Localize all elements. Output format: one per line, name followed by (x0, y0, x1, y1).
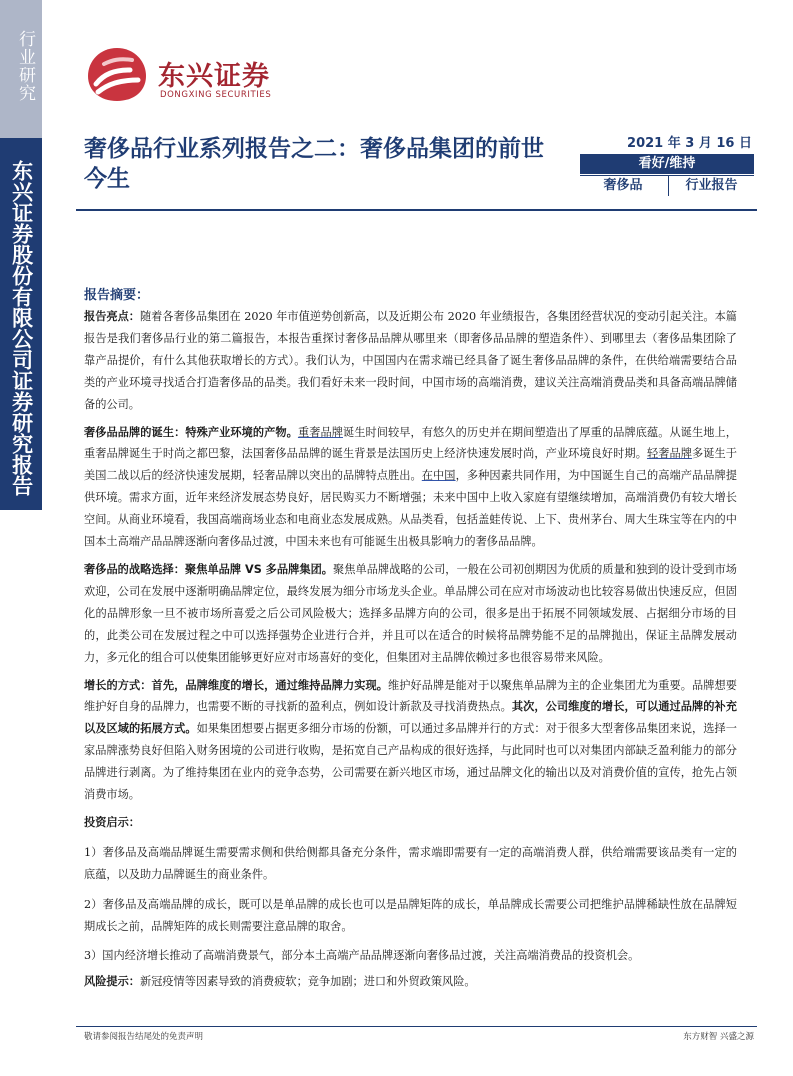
growth-heading: 增长的方式：首先，品牌维度的增长，通过维持品牌力实现。 (84, 678, 389, 692)
strategy-heading: 奢侈品的战略选择：聚焦单品牌 VS 多品牌集团。 (84, 562, 334, 576)
brand-birth-link-1: 重奢品牌 (297, 425, 343, 439)
investment-point-1: 1）奢侈品及高端品牌诞生需要需求侧和供给侧都具备充分条件，需求端即需要有一定的高端消费人群，供给端需要该品类有一定的底蕴，以及助力品牌诞生的商业条件。 (84, 845, 737, 881)
brand-birth-link-3: 在中国 (421, 469, 456, 483)
info-row (580, 175, 754, 196)
report-info-box (580, 134, 754, 196)
brand-birth-b: 诞生时间较早，有悠久的历史并在期间塑造出了厚重的品牌底蕴。从诞生地上，重奢品牌诞生于时尚之都巴黎，法国奢侈品品牌的诞生背景是法国历史上经济快速发展时尚，产业环境良好时期。 (84, 425, 737, 461)
abstract-heading: 报告摘要： (84, 288, 150, 303)
brand-birth-c: 多诞生于美国二战以后的经济快速发展期，轻奢品牌以突出的品牌特点胜出。 (84, 447, 737, 483)
investment-point-2: 2）奢侈品及高端品牌的成长，既可以是单品牌的成长也可以是品牌矩阵的成长，单品牌成长需要公司把维护品牌稀缺性放在品牌短期成长之前，品牌矩阵的成长则需要注意品牌的取舍。 (84, 897, 737, 933)
highlights-text: 随着各奢侈品集团在 2020 年市值逆势创新高，以及近期公布 2020 年业绩报告，各集团经营状况的变动引起关注。本篇报告是我们奢侈品行业的第二篇报告，本报告重探讨奢侈品品牌从哪里来（即奢侈品品牌的塑造条件）、到哪里去（奢侈品集团除了靠产品提价，有什么其他获取增长的方式）。我们认为，中国国内在需求端已经具备了诞生奢侈品品牌的条件，在供给端需要结合品类的产业环境寻找适合打造奢侈品的品类。我们看好未来一段时间，中国市场的高端消费，建议关注高端消费品类和具备高端品牌储备的公司。 (84, 310, 737, 411)
sidebar-bottom-text: 东兴证券股份有限公司证券研究报告 (9, 160, 34, 496)
sidebar-company-label (0, 138, 42, 510)
header-divider (76, 209, 757, 211)
report-title: 奢侈品行业系列报告之二：奢侈品集团的前世今生 (84, 136, 544, 192)
paragraph-strategy (84, 559, 737, 669)
footer-divider (76, 1026, 757, 1027)
brand-birth-link-2: 轻奢品牌 (646, 447, 693, 461)
growth-text-b: 如果集团想要占据更多细分市场的份额，可以通过多品牌并行的方式：对于很多大型奢侈品集团来说，选择一家品牌涨势良好但陷入财务困境的公司进行收购，是拓宽自己产品构成的很好选择，与此同时也可以对集团内部缺乏盈利能力的部分品牌进行剥离。为了维持集团在业内的竞争态势，公司需要在新兴地区市场，通过品牌文化的输出以及对消费价值的宣传，抢先占领消费市场。 (84, 722, 737, 802)
disclaimer-note: 敬请参阅报告结尾处的免责声明 (84, 1032, 204, 1042)
report-date: 2021 年 3 月 16 日 (627, 136, 752, 151)
sidebar-top-text: 行业研究 (15, 30, 35, 102)
investment-point-3: 3）国内经济增长推动了高端消费景气，部分本土高端产品品牌逐渐向奢侈品过渡，关注高端消费品的投资机会。 (84, 949, 640, 963)
sidebar-section-label (0, 0, 42, 138)
logo-name-en: DONGXING SECURITIES (160, 90, 272, 100)
paragraph-risk (84, 971, 737, 993)
footer-slogan: 东方财智 兴盛之源 (683, 1032, 754, 1042)
brand-birth-heading: 奢侈品品牌的诞生：特殊产业环境的产物。 (84, 425, 298, 439)
paragraph-highlights (84, 306, 737, 416)
logo-name-cn: 东兴证券 (158, 61, 270, 92)
strategy-text: 聚焦单品牌战略的公司，一般在公司初创期因为优质的质量和独到的设计受到市场欢迎，公司在发展中逐渐明确品牌定位，最终发展为细分市场龙头企业。单品牌公司在应对市场波动也比较容易做出快速反应，但固化的品牌形象一旦不被市场所喜爱之后公司风险极大；选择多品牌方向的公司，很多是出于拓展不同领域发展、占据细分市场的目的，此类公司在发展过程之中可以选择强势企业进行合并，并且可以在适合的时候将品牌势能不足的品牌抛出，保证主品牌发展动力，多元化的组合可以使集团能够更好应对市场喜好的变化，但集团对主品牌依赖过多也很容易带来风险。 (84, 562, 737, 664)
paragraph-brand-birth (84, 422, 737, 553)
investment-heading: 投资启示： (84, 815, 140, 829)
risk-heading: 风险提示： (84, 975, 140, 989)
report-type-label: 行业报告 (668, 176, 754, 196)
growth-heading-2: 其次，公司维度的增长，可以通过品牌的补充以及区域的拓展方式。 (84, 700, 737, 736)
paragraph-growth (84, 675, 737, 806)
rating-badge: 看好/维持 (580, 154, 754, 174)
category-label: 奢侈品 (603, 178, 643, 193)
risk-text: 新冠疫情等因素导致的消费疲软；竞争加剧；进口和外贸政策风险。 (139, 975, 476, 989)
company-logo (84, 44, 294, 104)
brand-birth-d: ，多种因素共同作用，为中国诞生自己的高端产品品牌提供环境。需求方面，近年来经济发展态势良好，居民购买力不断增强；未来中国中上收入家庭有望继续增加，高端消费仍有较大增长空间。从商业环境看，我国高端商场业态和电商业态发展成熟。从品类看，包括盖蛙传说、上下、贵州茅台、周大生珠宝等在内的中国本土高端产品品牌逐渐向奢侈品过渡，中国未来也有可能诞生出极具影响力的奢侈品品牌。 (84, 469, 737, 549)
logo-mark-icon (84, 44, 150, 104)
abstract-body (84, 306, 737, 993)
highlights-heading: 报告亮点： (84, 310, 140, 323)
investment-heading-row (84, 812, 737, 834)
growth-text-a: 维护好品牌是能对于以聚焦单品牌为主的企业集团尤为重要。品牌想要维护好自身的品牌力，也需要不断的寻找新的盈利点，例如设计新款及寻找消费热点。 (84, 678, 737, 714)
